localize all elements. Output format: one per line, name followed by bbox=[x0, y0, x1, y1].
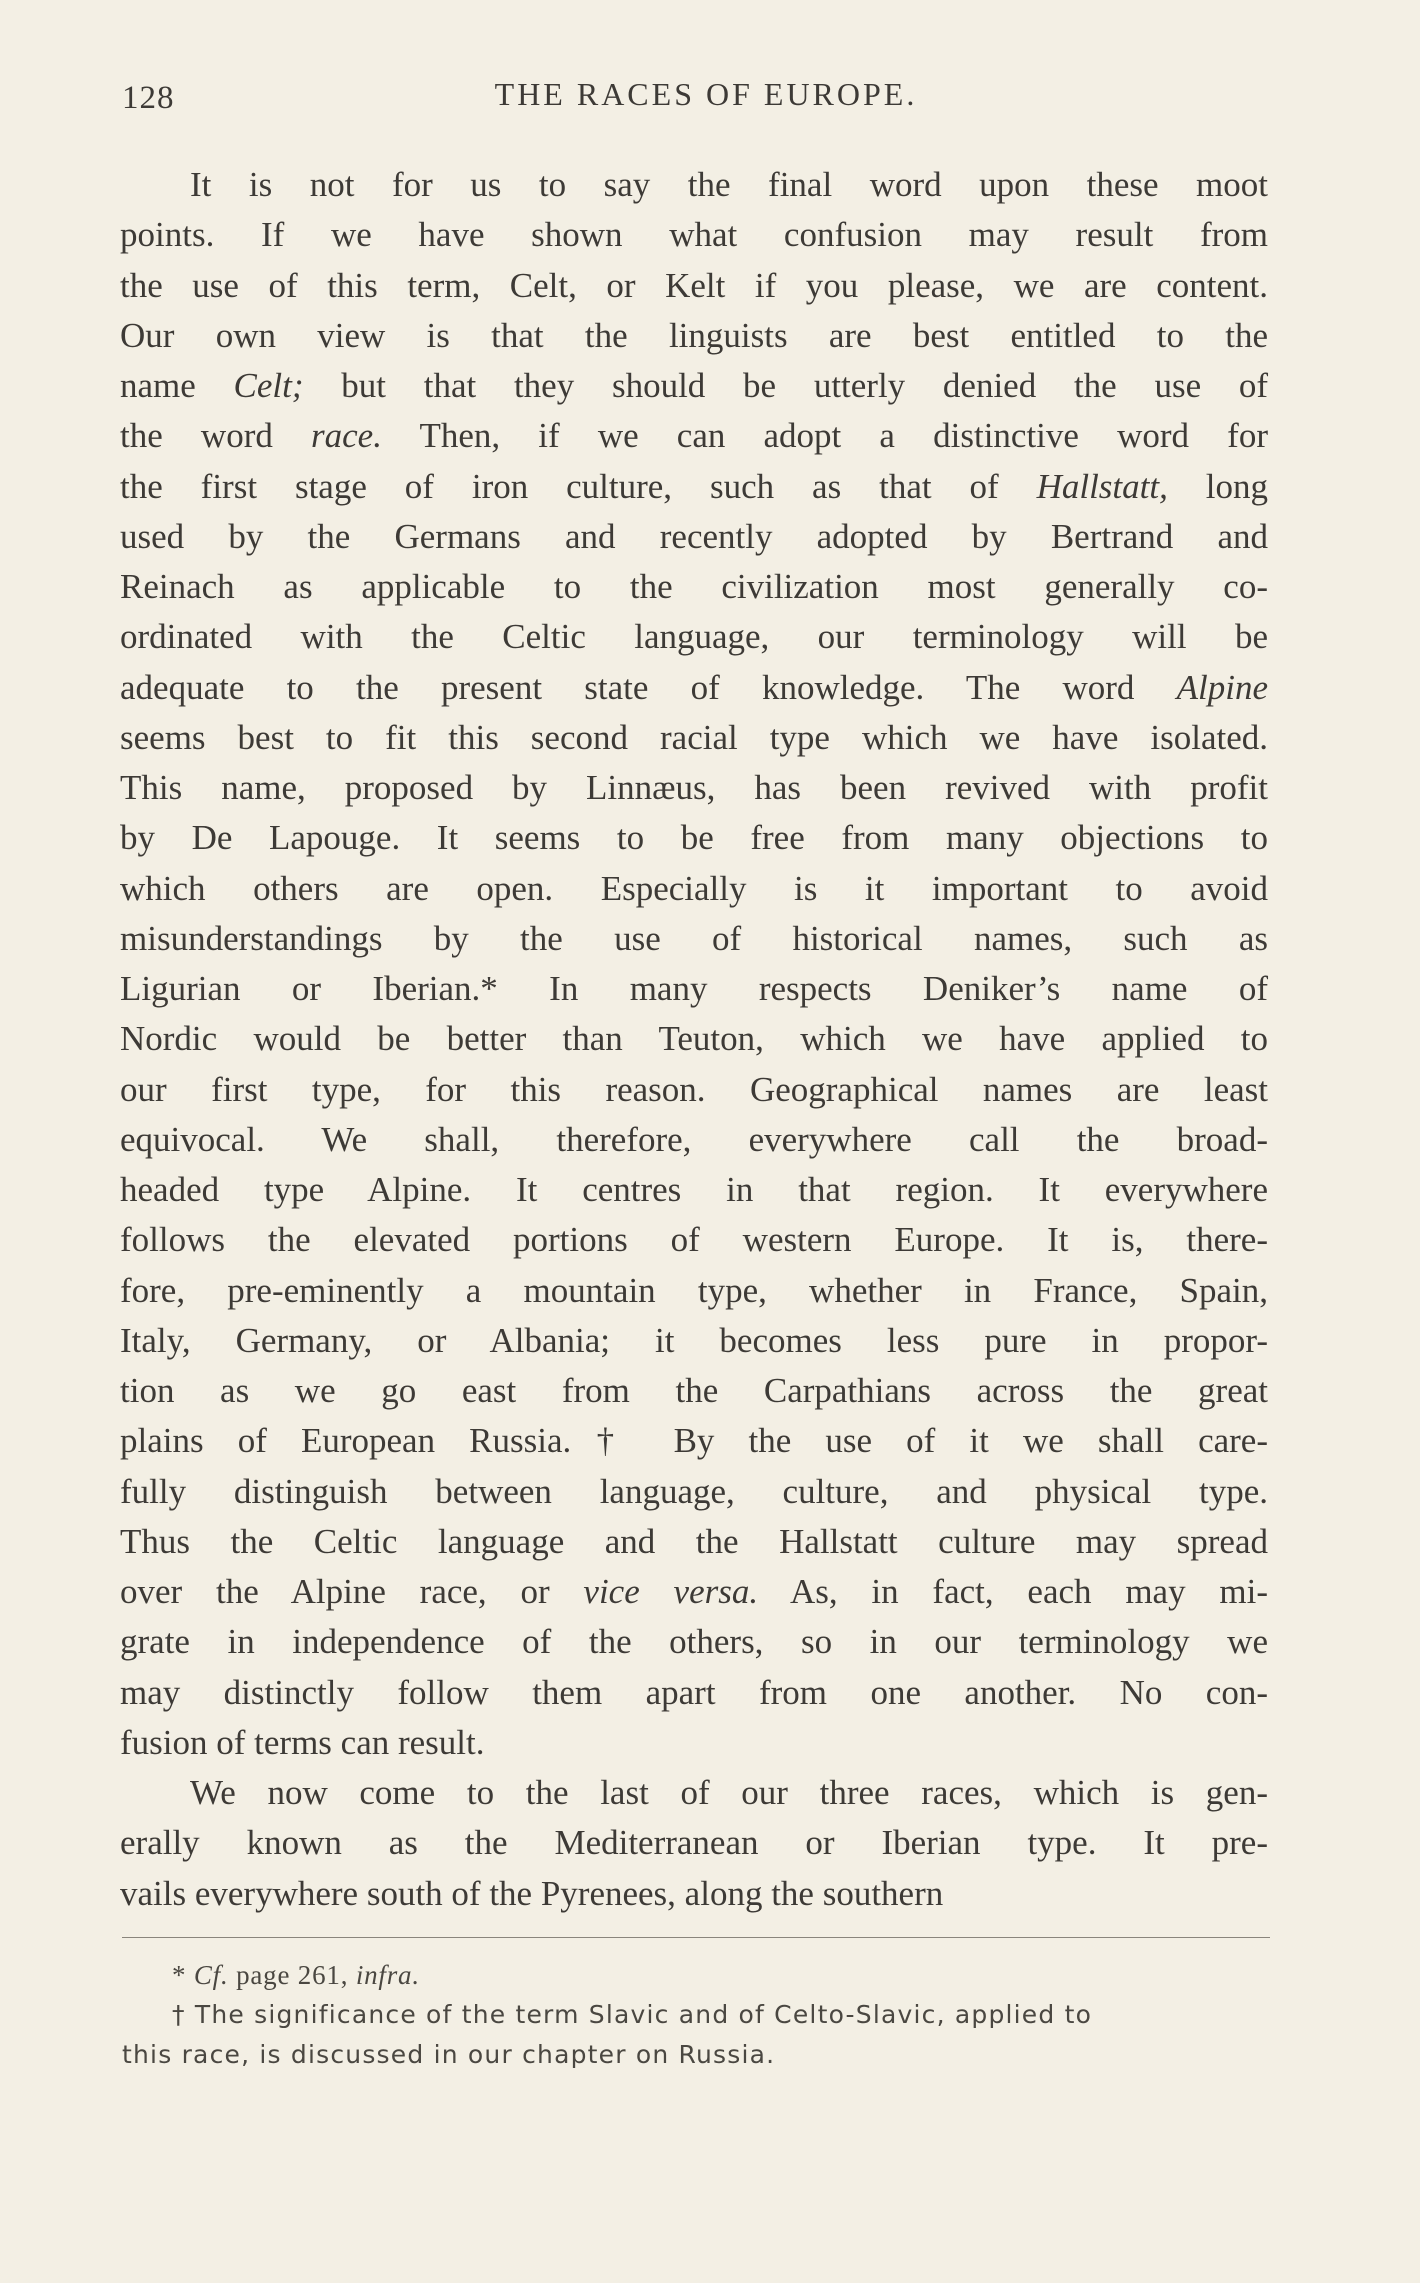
text-line: our first type, for this reason. Geographical names are least bbox=[120, 1069, 1268, 1109]
footnote-rule bbox=[122, 1937, 1270, 1938]
text-line: vails everywhere south of the Pyrenees, along the southern bbox=[120, 1873, 944, 1913]
text-line: ordinated with the Celtic language, our terminology will be bbox=[120, 617, 1268, 657]
text-line: the first stage of iron culture, such as that of Hallstatt, long bbox=[120, 466, 1268, 506]
text-line: fore, pre-eminently a mountain type, whether in France, Spain, bbox=[120, 1270, 1268, 1310]
text-line: adequate to the present state of knowledge. The word Alpine bbox=[120, 667, 1268, 707]
footnotes bbox=[122, 1955, 1272, 2075]
text-line: seems best to fit this second racial type which we have isolated. bbox=[120, 717, 1268, 757]
text-line: Italy, Germany, or Albania; it becomes less pure in propor- bbox=[120, 1320, 1268, 1360]
page-header bbox=[122, 76, 1270, 120]
text-line: misunderstandings by the use of historical names, such as bbox=[120, 918, 1268, 958]
text-line: over the Alpine race, or vice versa. As, in fact, each may mi- bbox=[120, 1572, 1268, 1611]
footnote-line: * Cf. page 261, infra. bbox=[172, 1960, 420, 1990]
text-line: grate in independence of the others, so in our terminology we bbox=[120, 1622, 1268, 1662]
text-line: It is not for us to say the final word upon these moot bbox=[190, 165, 1268, 204]
text-line: This name, proposed by Linnæus, has been revived with profit bbox=[120, 768, 1268, 807]
text-line: Our own view is that the linguists are best entitled to the bbox=[120, 315, 1268, 355]
text-line: plains of European Russia.† By the use of it we shall care- bbox=[120, 1421, 1268, 1461]
text-line: the word race. Then, if we can adopt a distinctive word for bbox=[120, 416, 1268, 456]
text-line: fully distinguish between language, culture, and physical type. bbox=[120, 1471, 1268, 1511]
text-line: follows the elevated portions of western Europe. It is, there- bbox=[120, 1220, 1268, 1260]
page-number: 128 bbox=[122, 80, 175, 116]
footnote-line: † The significance of the term Slavic and of Celto-Slavic, applied to bbox=[172, 2000, 1093, 2029]
text-line: used by the Germans and recently adopted by Bertrand and bbox=[120, 516, 1268, 556]
text-line: Ligurian or Iberian.* In many respects Deniker’s name of bbox=[120, 969, 1268, 1008]
running-head: THE RACES OF EUROPE. bbox=[494, 76, 918, 112]
footnote-line: this race, is discussed in our chapter on Russia. bbox=[122, 2040, 776, 2069]
text-line: the use of this term, Celt, or Kelt if you please, we are content. bbox=[120, 265, 1268, 305]
body-text bbox=[120, 160, 1268, 1919]
text-line: fusion of terms can result. bbox=[120, 1722, 485, 1762]
text-line: headed type Alpine. It centres in that region. It everywhere bbox=[120, 1170, 1268, 1209]
text-line: Reinach as applicable to the civilization most generally co- bbox=[120, 567, 1268, 606]
text-line: tion as we go east from the Carpathians across the great bbox=[120, 1371, 1268, 1410]
text-line: Nordic would be better than Teuton, which we have applied to bbox=[120, 1019, 1268, 1059]
text-line: Thus the Celtic language and the Hallstatt culture may spread bbox=[120, 1521, 1268, 1561]
text-line: may distinctly follow them apart from one another. No con- bbox=[120, 1672, 1268, 1712]
text-line: name Celt; but that they should be utterly denied the use of bbox=[120, 366, 1269, 405]
text-line: equivocal. We shall, therefore, everywhere call the broad- bbox=[120, 1119, 1268, 1159]
text-line: by De Lapouge. It seems to be free from many objections to bbox=[120, 818, 1268, 858]
text-line: which others are open. Especially is it important to avoid bbox=[120, 868, 1268, 908]
text-line: erally known as the Mediterranean or Iberian type. It pre- bbox=[120, 1823, 1268, 1863]
text-line: points. If we have shown what confusion may result from bbox=[120, 215, 1268, 255]
text-line: We now come to the last of our three races, which is gen- bbox=[190, 1773, 1268, 1812]
